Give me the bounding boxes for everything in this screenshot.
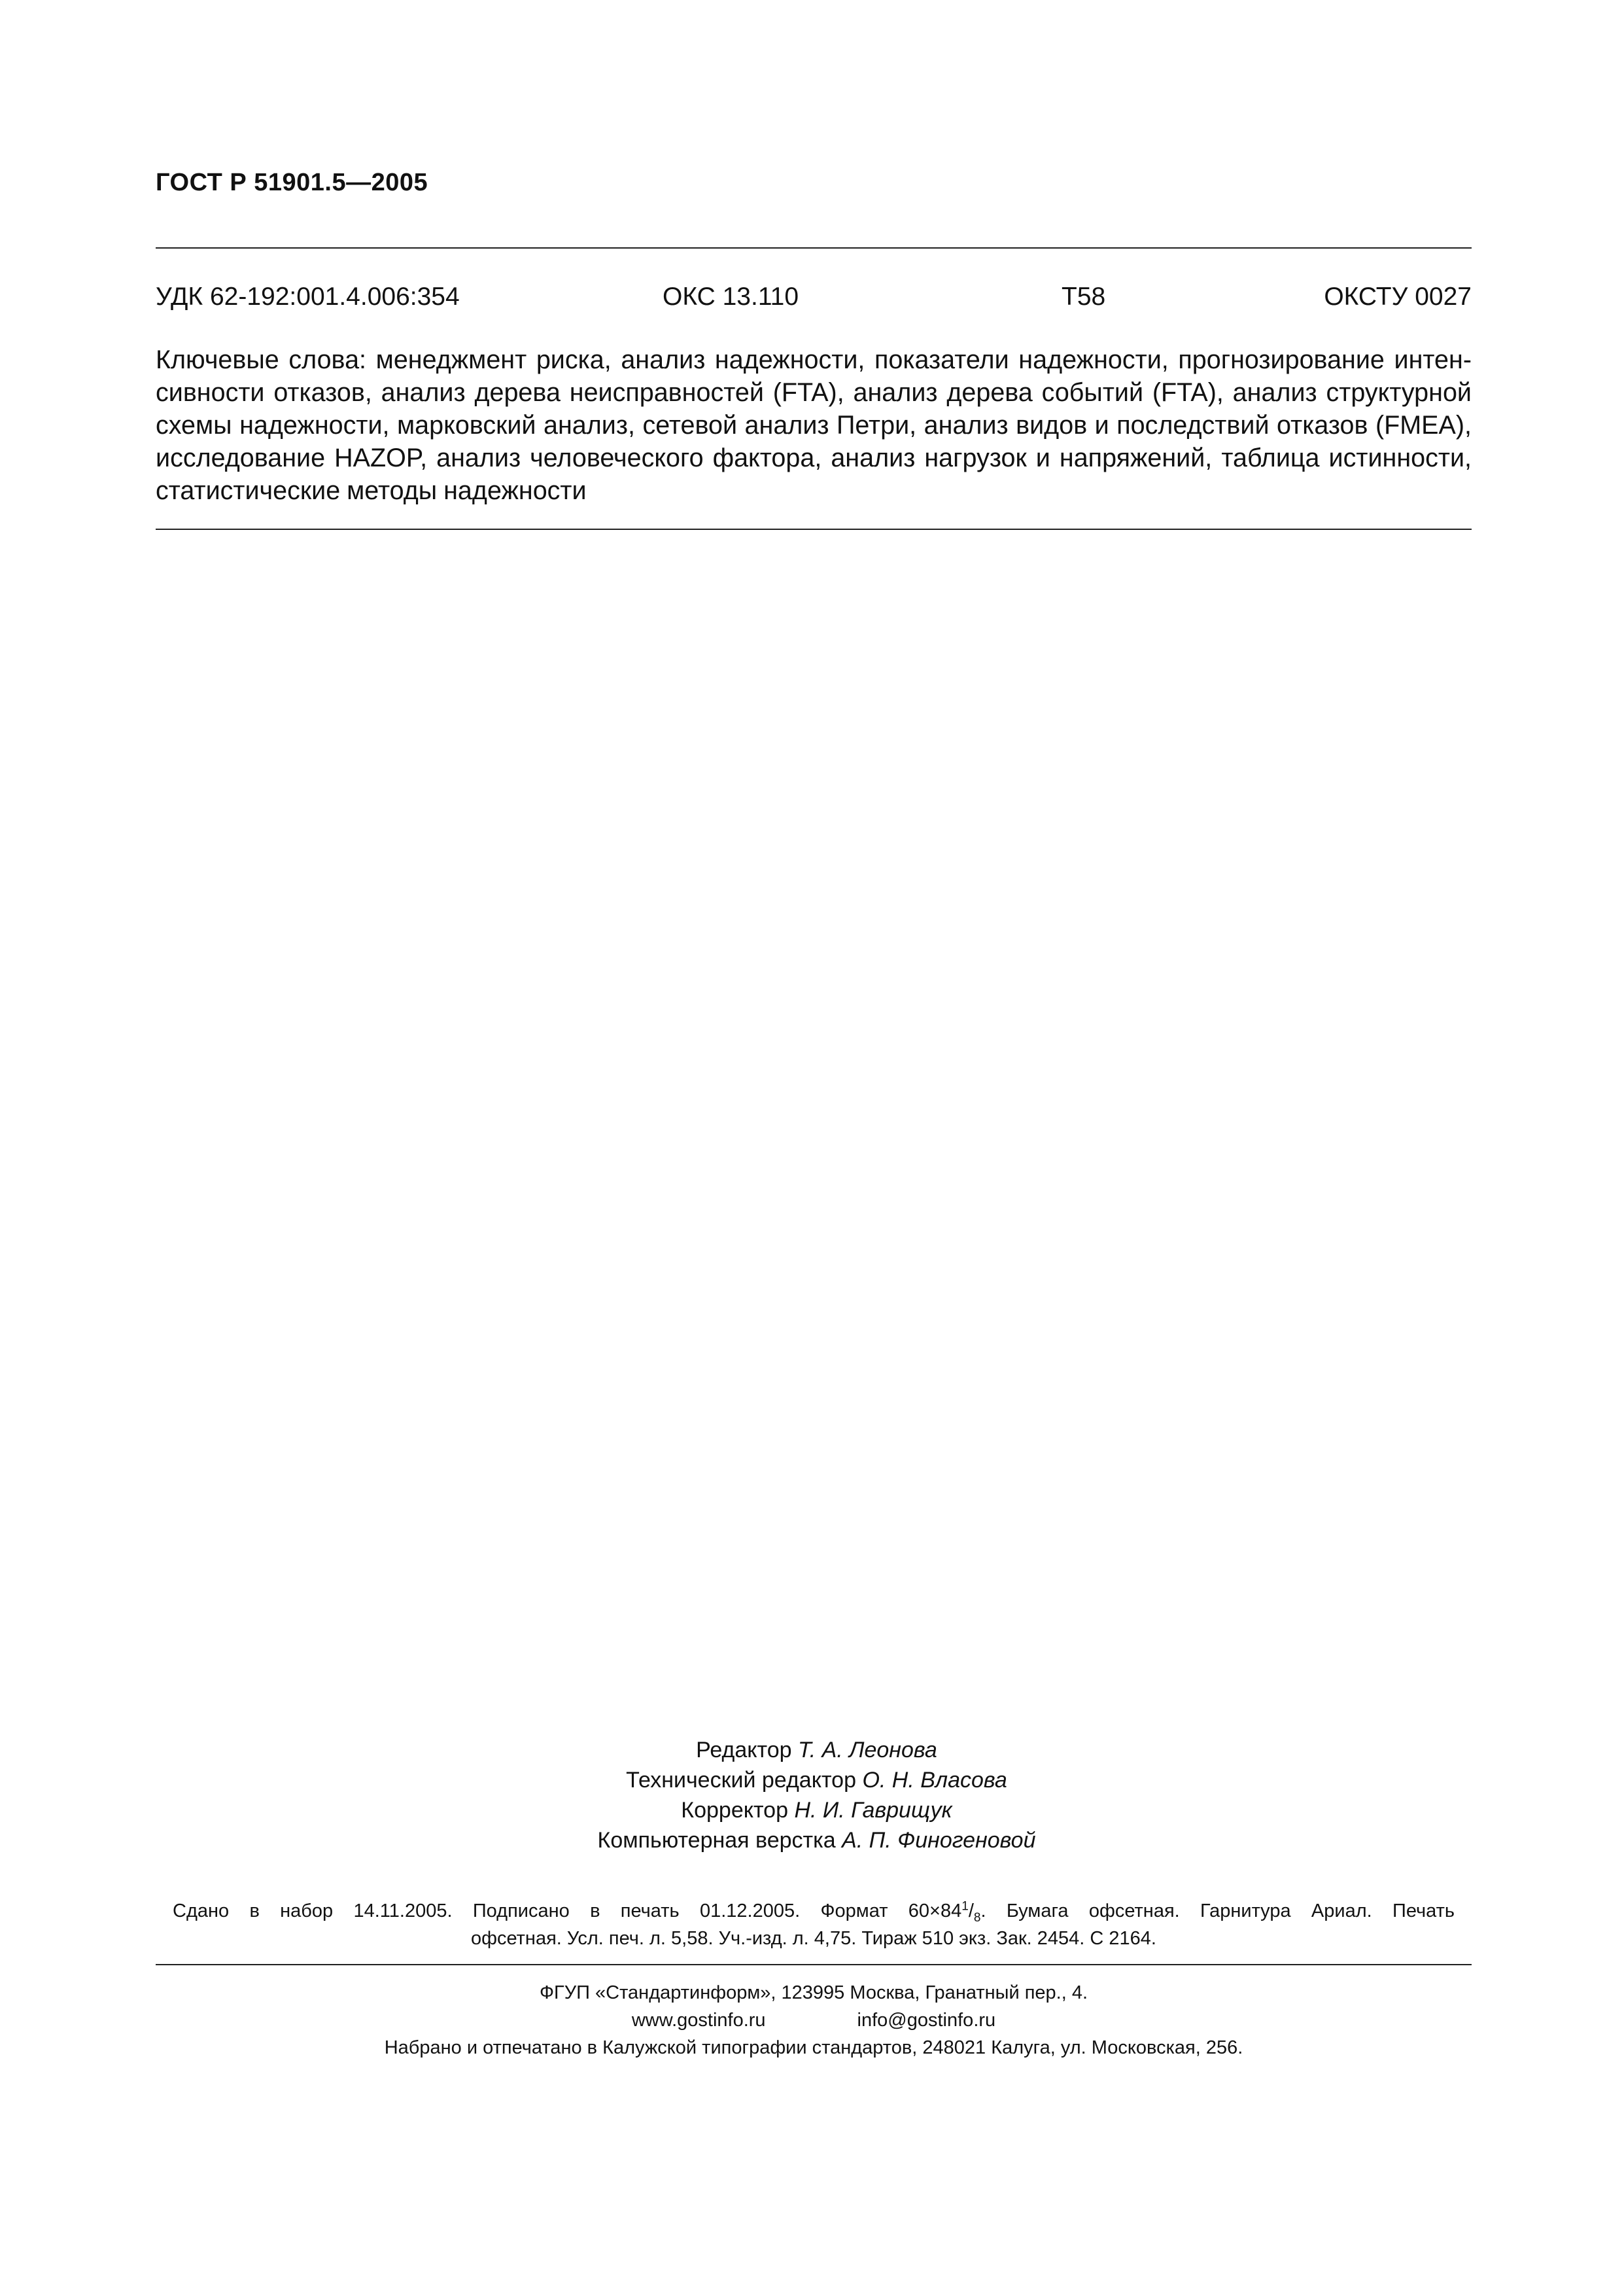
editor-line xyxy=(0,1735,1624,1765)
editor-role: Редактор xyxy=(696,1738,792,1762)
format-superscript: 1 xyxy=(961,1899,969,1914)
credits-block xyxy=(0,1735,1624,1855)
okstu-code: ОКСТУ 0027 xyxy=(1324,283,1472,311)
oks-code: ОКС 13.110 xyxy=(663,283,799,311)
layout-name: А. П. Финогеновой xyxy=(842,1828,1036,1853)
tech-editor-role: Технический редактор xyxy=(626,1768,856,1793)
publisher-address: ФГУП «Стандартинформ», 123995 Москва, Гранатный пер., 4. xyxy=(539,1982,1088,2003)
format-subscript: 8 xyxy=(973,1910,981,1925)
publication-paper: . Бумага офсетная. Гарнитура Ариал. Печать xyxy=(980,1901,1455,1921)
publication-line-2: офсетная. Усл. печ. л. 5,58. Уч.-изд. л. 4,75. Тираж 510 экз. Зак. 2454. С 2164. xyxy=(471,1928,1156,1949)
keywords-line: Ключевые слова: менеджмент риска, анализ надежности, показатели надежности, прогнозирование интен- xyxy=(156,345,1472,374)
proofreader-line xyxy=(0,1795,1624,1825)
keywords-line: статистические методы надежности xyxy=(156,476,587,505)
footer-divider xyxy=(156,1964,1472,1965)
udk-code: УДК 62-192:001.4.006:354 xyxy=(156,283,460,311)
publication-dates: Сдано в набор 14.11.2005. Подписано в печать 01.12.2005. Формат 60×84 xyxy=(173,1901,962,1921)
publisher-footer xyxy=(156,1979,1472,2061)
keywords-line: сивности отказов, анализ дерева неисправностей (FTA), анализ дерева событий (FTA), анализ структурной xyxy=(156,378,1472,407)
t-code: Т58 xyxy=(1062,283,1106,311)
tech-editor-name: О. Н. Власова xyxy=(862,1768,1007,1793)
top-divider xyxy=(156,247,1472,249)
keywords-divider xyxy=(156,529,1472,530)
layout-role: Компьютерная верстка xyxy=(597,1828,836,1853)
layout-line xyxy=(0,1825,1624,1855)
email-link[interactable]: info@gostinfo.ru xyxy=(857,2010,996,2031)
publication-info xyxy=(156,1897,1472,1952)
proofreader-name: Н. И. Гаврищук xyxy=(794,1798,952,1823)
website-link[interactable]: www.gostinfo.ru xyxy=(631,2010,766,2031)
publisher-links xyxy=(156,2006,1472,2034)
publication-line-1: Сдано в набор 14.11.2005. Подписано в печать 01.12.2005. Формат $60\times 84^1/_8$. Бумага офсетная. Гарнитура Ариал. Печать xyxy=(173,1899,1455,1925)
editor-name: Т. А. Леонова xyxy=(797,1738,937,1762)
proofreader-role: Корректор xyxy=(681,1798,788,1823)
keywords-block xyxy=(156,343,1472,507)
standard-designation: ГОСТ Р 51901.5—2005 xyxy=(156,169,428,196)
keywords-line: схемы надежности, марковский анализ, сетевой анализ Петри, анализ видов и последствий отказов (FMEA), xyxy=(156,411,1472,440)
keywords-line: исследование HAZOP, анализ человеческого фактора, анализ нагрузок и напряжений, таблица истинности, xyxy=(156,444,1472,472)
tech-editor-line xyxy=(0,1765,1624,1795)
printer-info: Набрано и отпечатано в Калужской типографии стандартов, 248021 Калуга, ул. Московская, 256. xyxy=(384,2037,1243,2058)
